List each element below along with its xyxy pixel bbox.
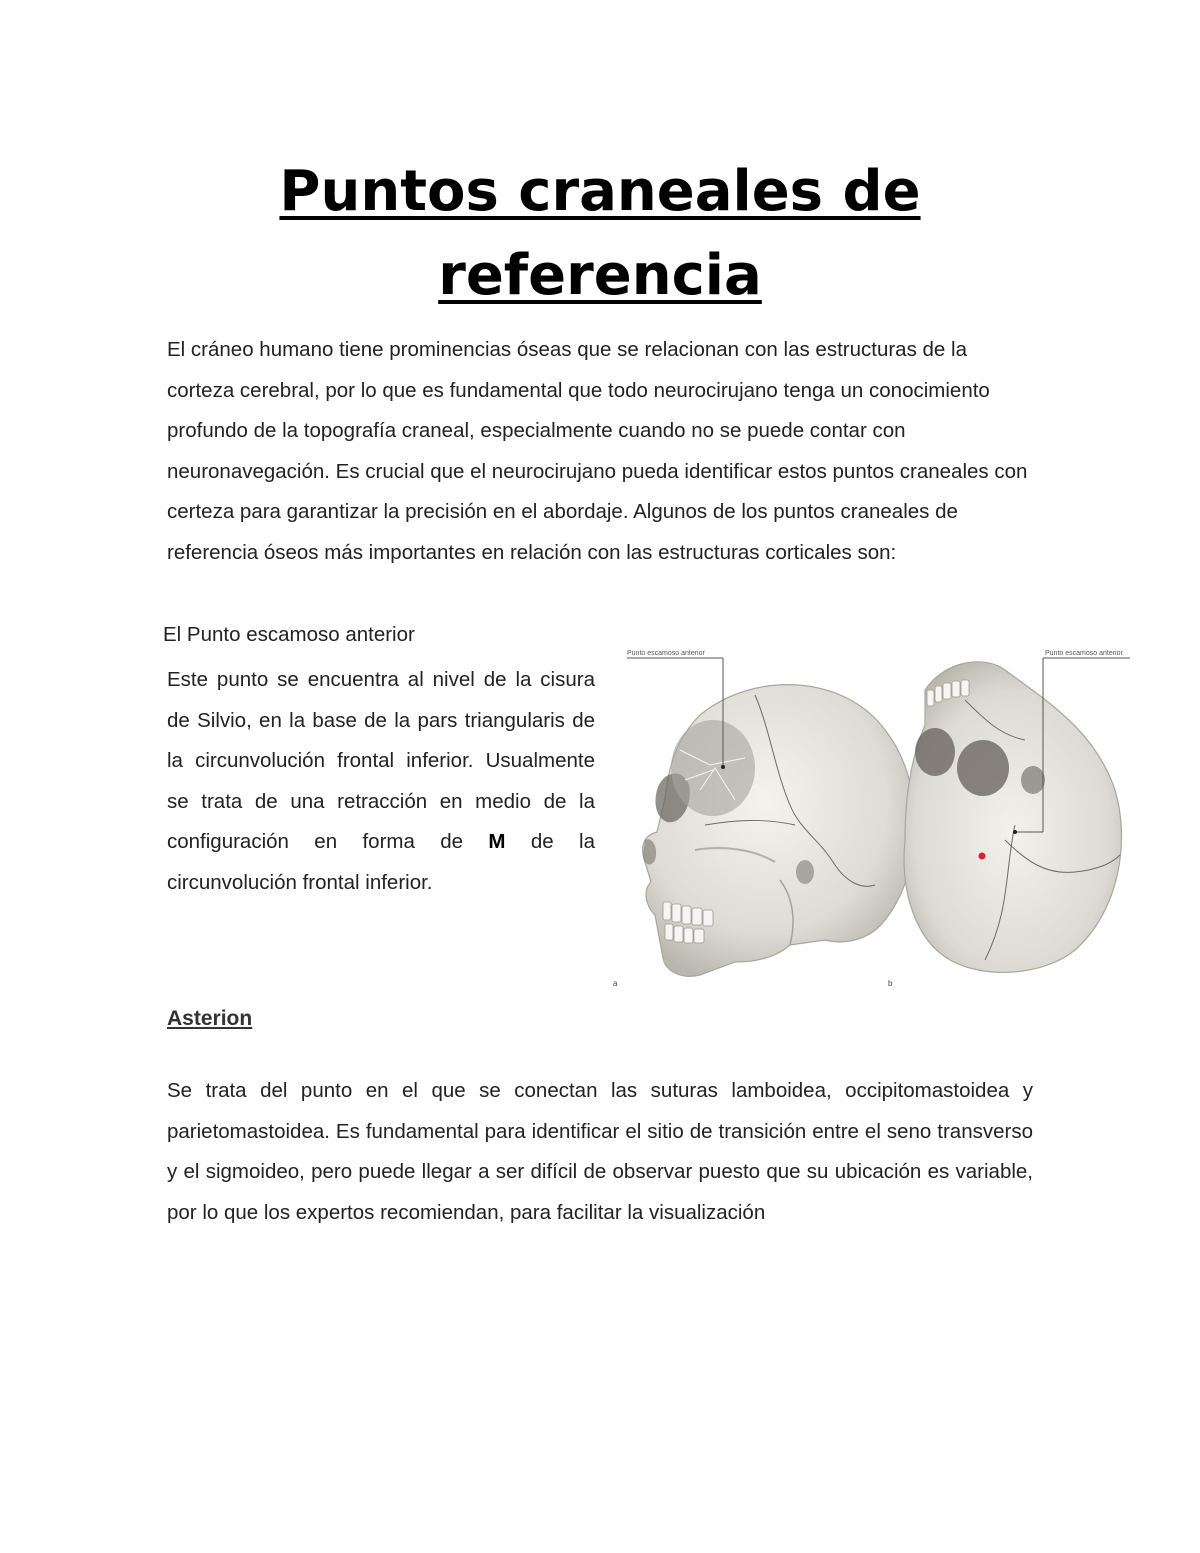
bold-letter: M	[488, 830, 506, 853]
section-text-asterion: Se trata del punto en el que se conectan las suturas lamboidea, occipitomastoidea y parietomastoidea. Es fundamental para identificar el sitio de transición entre el seno transverso y el sigmoideo, pero puede llegar a ser difícil de observar puesto que su ubicación es variable, por lo que los expertos recomiendan, para facilitar la visualización	[167, 1079, 1033, 1224]
section-heading-asterion: Asterion	[167, 1007, 253, 1030]
skull-figure	[605, 640, 1140, 990]
section-heading-punto-escamoso: El Punto escamoso anterior	[163, 623, 415, 646]
figure-caption-a: a	[613, 979, 618, 988]
section-text-punto-escamoso	[167, 660, 595, 903]
skull-oblique-view	[888, 650, 1130, 988]
section-text-part-2: de la circunvolución frontal inferior.	[167, 830, 595, 894]
skull-lateral-view	[613, 650, 915, 988]
figure-label-left: Punto escamoso anterior	[627, 650, 705, 657]
figure-label-right: Punto escamoso anterior	[1045, 650, 1123, 657]
red-marker	[979, 853, 986, 860]
figure-caption-b: b	[888, 979, 893, 988]
page-title: Puntos craneales de referencia	[279, 159, 921, 308]
intro-paragraph: El cráneo humano tiene prominencias óseas que se relacionan con las estructuras de la corteza cerebral, por lo que es fundamental que todo neurocirujano tenga un conocimiento profundo de la topografía craneal, especialmente cuando no se puede contar con neuronavegación. Es crucial que el neurocirujano pueda identificar estos puntos craneales con certeza para garantizar la precisión en el abordaje. Algunos de los puntos craneales de referencia óseos más importantes en relación con las estructuras corticales son:	[167, 338, 1028, 564]
section-text-part-1: Este punto se encuentra al nivel de la cisura de Silvio, en la base de la pars triangularis de la circunvolución frontal inferior. Usualmente se trata de una retracción en medio de la configuración en forma de	[167, 668, 595, 853]
